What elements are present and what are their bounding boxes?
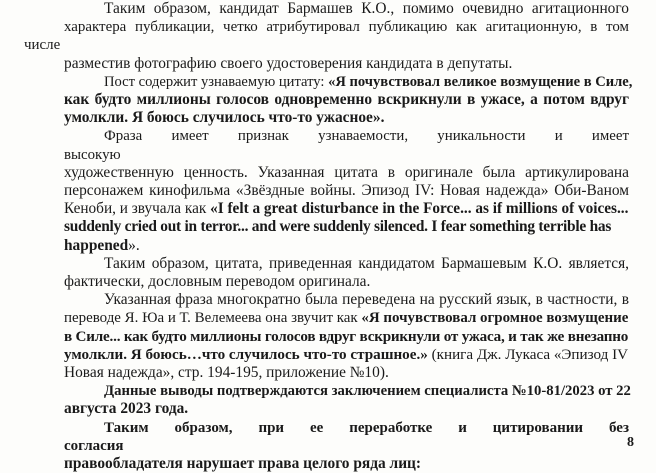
text-line bbox=[24, 73, 633, 91]
text-run: Пост содержит узнаваемую цитату: bbox=[104, 73, 329, 90]
text-run: (книга Дж. Лукаса «Эпизод IV bbox=[427, 346, 629, 363]
paragraph-4 bbox=[24, 255, 629, 291]
text-line: Таким образом, цитата, приведенная кандидатом Бармашевым К.О. является, bbox=[104, 254, 629, 272]
quote-line: умолкли. Я боюсь случилось что-то ужасное». bbox=[64, 109, 385, 127]
text-line: персонажем кинофильма «Звёздные войны. Эпизод IV: Новая надежда» Оби-Ваном bbox=[64, 182, 629, 200]
paragraph-1 bbox=[24, 0, 629, 73]
quote-line: suddenly cried out in terror... and were suddenly silenced. I fear something terrible has bbox=[64, 218, 612, 236]
conclusion-line: Таким образом, при ее переработке и цитировании без согласия bbox=[64, 419, 629, 454]
text-line bbox=[24, 237, 629, 255]
quote-line: в Силе... как будто миллионы голосов вдруг вскрикнули от ужаса, и так же внезапно bbox=[64, 328, 629, 345]
text-line: фактически, дословным переводом оригинала. bbox=[64, 273, 371, 291]
text-line bbox=[24, 346, 629, 364]
document-body bbox=[24, 0, 633, 473]
text-line: характера публикации, четко атрибутировал публикацию как агитационную, в том числе bbox=[24, 19, 629, 54]
text-line: разместив фотографию своего удостоверения кандидата в депутаты. bbox=[64, 54, 513, 72]
text-line: Новая надежда», стр. 194-195, приложение №10). bbox=[64, 364, 389, 382]
page-number: 8 bbox=[627, 435, 634, 450]
conclusion-line: правообладателя нарушает права целого ряда лиц: bbox=[64, 455, 422, 473]
conclusion-line: Данные выводы подтверждаются заключением специалиста №10-81/2023 от 22 bbox=[104, 383, 631, 400]
paragraph-6 bbox=[24, 382, 629, 418]
text-line: Таким образом, кандидат Бармашев К.О., помимо очевидно агитационного bbox=[104, 0, 629, 17]
text-line: Указанная фраза многократно была переведена на русский язык, в частности, в bbox=[104, 291, 629, 309]
text-run: ». bbox=[128, 236, 140, 254]
text-run: переводе Я. Юа и Т. Велемеева она звучит как bbox=[64, 310, 362, 327]
text-line: Фраза имеет признак узнаваемости, уникальности и имеет высокую bbox=[64, 128, 629, 163]
quote-line: как будто миллионы голосов одновременно вскрикнули в ужасе, а потом вдруг bbox=[64, 91, 629, 109]
conclusion-line: августа 2023 года. bbox=[64, 400, 189, 418]
paragraph-3 bbox=[24, 127, 629, 254]
quote-run: happened bbox=[64, 236, 129, 254]
quote-run: умолкли. Я боюсь…что случилось что-то страшное.» bbox=[64, 346, 428, 363]
text-line bbox=[24, 200, 629, 218]
quote-run: «Я почувствовал великое возмущение в Силе, bbox=[328, 73, 633, 90]
paragraph-2 bbox=[24, 73, 633, 128]
text-line: художественную ценность. Указанная цитата в оригинале была артикулирована bbox=[64, 163, 629, 181]
text-line bbox=[24, 309, 629, 327]
quote-run: «I felt a great disturbance in the Force... as if millions of voices... bbox=[210, 200, 629, 218]
text-run: Кеноби, и звучала как bbox=[64, 200, 211, 218]
quote-run: «Я почувствовал огромное возмущение bbox=[361, 310, 629, 327]
paragraph-7 bbox=[24, 419, 629, 473]
paragraph-5 bbox=[24, 291, 629, 382]
